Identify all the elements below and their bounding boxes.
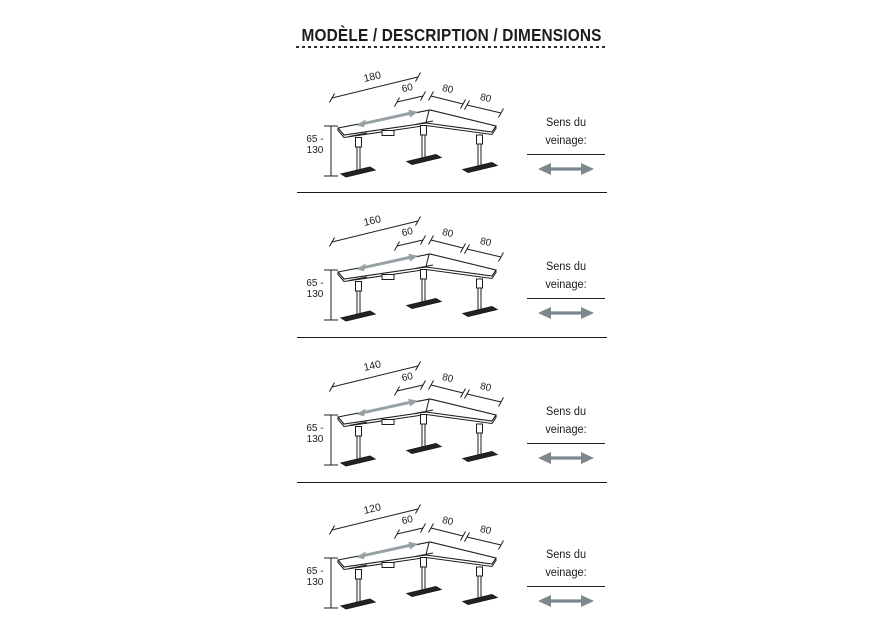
dim-depth-label: 80 — [440, 82, 455, 97]
height-range-min: 65 - — [306, 134, 324, 145]
dim-depth-label: 80 — [440, 226, 455, 241]
height-range-max: 130 — [306, 434, 324, 445]
grain-underline — [527, 443, 605, 444]
model-row-140 — [300, 349, 608, 489]
page-title: MODÈLE / DESCRIPTION / DIMENSIONS — [301, 25, 603, 45]
grain-label-line2: veinage: — [545, 135, 587, 147]
grain-label-line2: veinage: — [545, 424, 587, 436]
dim-depth-label: 80 — [440, 371, 455, 386]
grain-direction-arrow-icon — [537, 161, 595, 177]
desk-illustration — [300, 492, 530, 622]
title-divider — [296, 46, 608, 48]
dim-length-label: 120 — [362, 501, 383, 517]
dim-extension-label: 80 — [478, 91, 493, 106]
grain-label-line2: veinage: — [545, 567, 587, 579]
grain-direction-block — [527, 258, 605, 321]
grain-underline — [527, 586, 605, 587]
grain-direction-arrow-icon — [537, 450, 595, 466]
desk-illustration — [300, 204, 530, 342]
grain-underline — [527, 154, 605, 155]
dim-depth-label: 80 — [440, 514, 455, 529]
grain-label-line1: Sens du — [545, 261, 587, 273]
model-row-160 — [300, 204, 608, 344]
desk-illustration — [300, 60, 530, 198]
grain-direction-arrow-icon — [537, 305, 595, 321]
model-row-120 — [300, 492, 608, 622]
grain-label-line2: veinage: — [545, 279, 587, 291]
height-range-max: 130 — [306, 577, 324, 588]
row-divider — [297, 192, 607, 193]
height-range-min: 65 - — [306, 278, 324, 289]
model-row-180 — [300, 60, 608, 200]
dim-extension-label: 80 — [478, 523, 493, 538]
grain-direction-block — [527, 403, 605, 466]
dim-extension-label: 80 — [478, 380, 493, 395]
grain-label-line1: Sens du — [545, 117, 587, 129]
height-range-min: 65 - — [306, 423, 324, 434]
row-divider — [297, 337, 607, 338]
height-range-min: 65 - — [306, 566, 324, 577]
dim-extension-label: 80 — [478, 235, 493, 250]
grain-direction-block — [527, 114, 605, 177]
grain-underline — [527, 298, 605, 299]
height-range-max: 130 — [306, 289, 324, 300]
height-range-max: 130 — [306, 145, 324, 156]
dim-return-width-label: 60 — [400, 370, 415, 385]
desk-illustration — [300, 349, 530, 487]
grain-direction-block — [527, 546, 605, 609]
row-divider — [297, 482, 607, 483]
dim-return-width-label: 60 — [400, 225, 415, 240]
grain-direction-arrow-icon — [537, 593, 595, 609]
dim-return-width-label: 60 — [400, 81, 415, 96]
dim-return-width-label: 60 — [400, 513, 415, 528]
grain-label-line1: Sens du — [545, 549, 587, 561]
dim-length-label: 140 — [362, 358, 383, 374]
dim-length-label: 180 — [362, 69, 383, 85]
grain-label-line1: Sens du — [545, 406, 587, 418]
dim-length-label: 160 — [362, 213, 383, 229]
